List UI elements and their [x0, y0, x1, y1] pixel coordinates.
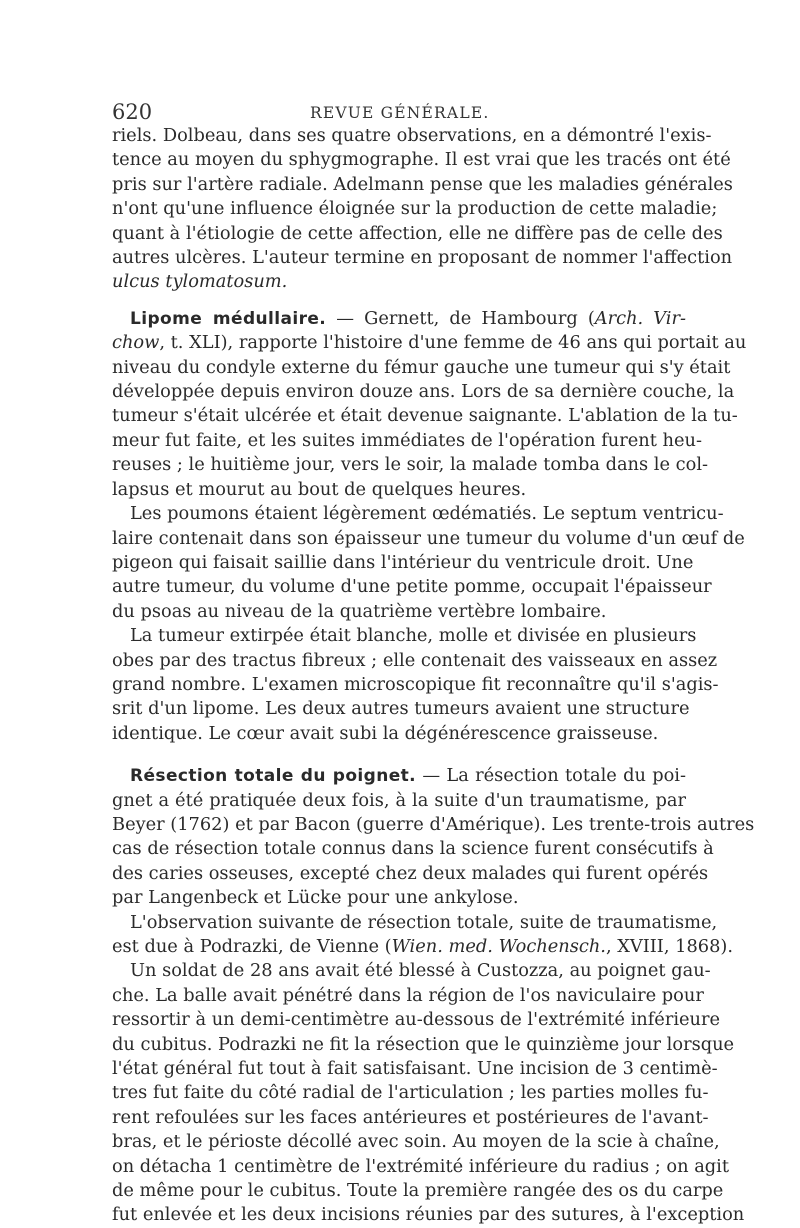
text-line: bras, et le périoste décollé avec soin. Au moyen de la scie à chaîne, [112, 1131, 720, 1153]
text-line: on détacha 1 centimètre de l'extrémité inférieure du radius ; on agit [112, 1155, 730, 1177]
text-line: La tumeur extirpée était blanche, molle et divisée en plusieurs [130, 625, 697, 647]
text-fragment: est due à Podrazki, de Vienne ( [112, 936, 392, 957]
text-line: fut enlevée et les deux incisions réunies par des sutures, à l'exception [112, 1204, 745, 1226]
book-page [112, 94, 755, 1226]
text-line: L'observation suivante de résection totale, suite de traumatisme, [130, 911, 718, 933]
text-line: tumeur s'était ulcérée et était devenue saignante. L'ablation de la tu- [112, 405, 738, 427]
text-line: che. La balle avait pénétré dans la région de l'os naviculaire pour [112, 984, 704, 1006]
text-line: par Langenbeck et Lücke pour une ankylose. [112, 887, 519, 909]
text-line: pigeon qui faisait saillie dans l'intérieur du ventricule droit. Une [112, 551, 694, 573]
text-line: autre tumeur, du volume d'une petite pomme, occupait l'épaisseur [112, 576, 712, 598]
text-line: identique. Le cœur avait subi la dégénérescence graisseuse. [112, 722, 659, 744]
text-line: srit d'un lipome. Les deux autres tumeurs avaient une structure [112, 698, 690, 720]
body-text [112, 124, 755, 1228]
text-line: lapsus et mourut au bout de quelques heures. [112, 478, 527, 500]
citation-fragment: chow [112, 332, 160, 354]
text-line: développée depuis environ douze ans. Lors de sa dernière couche, la [112, 381, 735, 403]
citation-fragment: Arch. Vir- [594, 307, 686, 329]
text-line: tres fut faite du côté radial de l'articulation ; les parties molles fu- [112, 1082, 709, 1104]
text-line: obes par des tractus fibreux ; elle contenait des vaisseaux en assez [112, 649, 718, 671]
text-line [112, 935, 733, 959]
section-heading-resection: Résection totale du poignet. [130, 766, 417, 787]
text-line: rent refoulées sur les faces antérieures et postérieures de l'avant- [112, 1106, 709, 1128]
text-fragment: , t. XLI), rapporte l'histoire d'une femme de 46 ans qui portait au [159, 332, 747, 354]
text-fragment: — Gernett, de Hambourg ( [326, 307, 595, 329]
paragraph-gap [112, 746, 686, 764]
text-fragment: — La résection totale du poi- [422, 765, 686, 787]
running-title: REVUE GÉNÉRALE. [310, 104, 490, 122]
text-line: quant à l'étiologie de cette affection, elle ne diffère pas de celle des [112, 222, 723, 244]
text-line: des caries osseuses, excepté chez deux malades qui furent opérés [112, 862, 709, 884]
text-line: autres ulcères. L'auteur termine en proposant de nommer l'affection [112, 247, 733, 269]
text-line: grand nombre. L'examen microscopique fit reconnaître qu'il s'agis- [112, 673, 719, 695]
text-line-italic: ulcus tylomatosum. [112, 271, 288, 293]
text-line: Beyer (1762) et par Bacon (guerre d'Amérique). Les trente-trois autres [112, 813, 755, 835]
text-line: laire contenait dans son épaisseur une tumeur du volume d'un œuf de [112, 527, 745, 549]
text-line: n'ont qu'une influence éloignée sur la production de cette maladie; [112, 198, 718, 220]
page-number: 620 [112, 100, 153, 124]
text-line [112, 331, 747, 355]
section-heading-lipome: Lipome médullaire. [130, 308, 327, 329]
text-line [112, 764, 686, 788]
text-fragment: , XVIII, 1868). [605, 936, 733, 957]
text-line: cas de résection totale connus dans la science furent consécutifs à [112, 838, 714, 860]
text-line: de même pour le cubitus. Toute la première rangée des os du carpe [112, 1180, 724, 1202]
running-header [112, 94, 686, 124]
text-line [112, 307, 686, 331]
citation-fragment: Wien. med. Wochensch. [391, 936, 606, 957]
text-line: reuses ; le huitième jour, vers le soir, la malade tomba dans le col- [112, 454, 709, 476]
text-line: niveau du condyle externe du fémur gauche une tumeur qui s'y était [112, 356, 731, 378]
text-line: Un soldat de 28 ans avait été blessé à Custozza, au poignet gau- [130, 960, 711, 982]
text-line: gnet a été pratiquée deux fois, à la suite d'un traumatisme, par [112, 789, 686, 811]
text-line: pris sur l'artère radiale. Adelmann pense que les maladies générales [112, 173, 733, 195]
text-line: l'état général fut tout à fait satisfaisant. Une incision de 3 centimè- [112, 1058, 718, 1080]
text-line: riels. Dolbeau, dans ses quatre observations, en a démontré l'exis- [112, 125, 712, 146]
text-line: Les poumons étaient légèrement œdématiés. Le septum ventricu- [130, 503, 724, 525]
text-line: meur fut faite, et les suites immédiates de l'opération furent heu- [112, 429, 702, 451]
text-line: du cubitus. Podrazki ne fit la résection que le quinzième jour lorsque [112, 1033, 735, 1055]
text-line: tence au moyen du sphygmographe. Il est vrai que les tracés ont été [112, 149, 731, 171]
text-line: ressortir à un demi-centimètre au-dessous de l'extrémité inférieure [112, 1009, 721, 1031]
text-line: du psoas au niveau de la quatrième vertèbre lombaire. [112, 600, 607, 622]
paragraph-gap [112, 295, 686, 307]
